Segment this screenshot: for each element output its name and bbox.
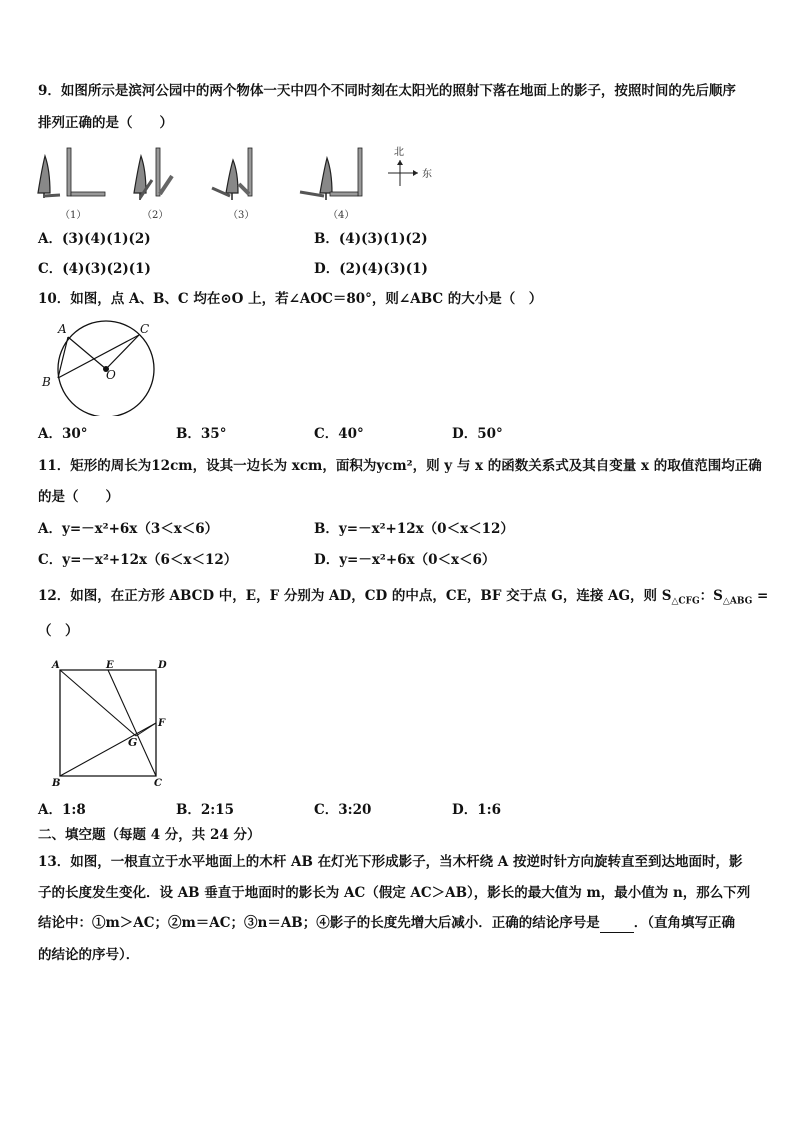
q10-option-a[interactable]: A．30° bbox=[38, 426, 88, 442]
label-c: C bbox=[154, 778, 162, 789]
q9-caption-1: （1） bbox=[60, 210, 87, 221]
q10-circle-figure bbox=[36, 316, 166, 416]
q11-stem-line2: 的是（ ） bbox=[38, 489, 119, 505]
q11-option-b[interactable]: B．y=－x²+12x（0＜x＜12） bbox=[314, 521, 514, 537]
segment-ec bbox=[108, 670, 156, 776]
q13-line3-tail: ．（直角填写正确 bbox=[633, 915, 735, 931]
q9-option-d[interactable]: D．(2)(4)(3)(1) bbox=[314, 261, 428, 277]
q9-stem-line2: 排列正确的是（ ） bbox=[38, 115, 173, 131]
q12-stem-text: 12．如图，在正方形 ABCD 中，E，F 分别为 AD，CD 的中点，CE，BF 交于点 G，连接 AG，则 S bbox=[38, 588, 672, 604]
q12-option-d[interactable]: D．1:6 bbox=[452, 802, 501, 818]
section-title-fill-in: 二、填空题（每题 4 分，共 24 分） bbox=[38, 827, 261, 843]
shadow-scene-4 bbox=[300, 148, 362, 200]
label-e: E bbox=[106, 660, 114, 671]
q13-line3 bbox=[38, 914, 735, 933]
label-c: C bbox=[140, 322, 150, 336]
q10-stem: 10．如图，点 A、B、C 均在⊙O 上，若∠AOC＝80°，则∠ABC 的大小是（ ） bbox=[38, 291, 543, 307]
q12-option-b[interactable]: B．2:15 bbox=[176, 802, 235, 818]
q10-option-b[interactable]: B．35° bbox=[176, 426, 227, 442]
label-b: B bbox=[42, 375, 51, 389]
segment-ag bbox=[60, 670, 136, 736]
label-d: D bbox=[158, 660, 167, 671]
q12-equals: = bbox=[752, 588, 769, 604]
shadow-scene-1 bbox=[38, 148, 105, 198]
q9-stem-line1: 9．如图所示是滨河公园中的两个物体一天中四个不同时刻在太阳光的照射下落在地面上的影子，按照时间的先后顺序 bbox=[38, 83, 736, 99]
label-g: G bbox=[128, 736, 138, 749]
segment-bf bbox=[60, 723, 156, 776]
q13-line4: 的结论的序号）． bbox=[38, 947, 140, 963]
q9-caption-4: （4） bbox=[328, 210, 355, 221]
q10-option-d[interactable]: D．50° bbox=[452, 426, 503, 442]
q9-option-c[interactable]: C．(4)(3)(2)(1) bbox=[38, 261, 151, 277]
shadow-scene-3 bbox=[212, 148, 252, 200]
compass-east-label: 东 bbox=[422, 169, 432, 180]
q11-option-a[interactable]: A．y=－x²+6x（3＜x＜6） bbox=[38, 521, 219, 537]
q10-option-c[interactable]: C．40° bbox=[314, 426, 364, 442]
q9-option-a[interactable]: A．(3)(4)(1)(2) bbox=[38, 231, 151, 247]
compass-icon bbox=[388, 160, 418, 186]
label-a: A bbox=[58, 322, 67, 336]
q12-stem-line1 bbox=[38, 587, 768, 611]
q12-area-sub-cfg: △CFG bbox=[671, 596, 700, 607]
q13-line1: 13．如图，一根直立于水平地面上的木杆 AB 在灯光下形成影子，当木杆绕 A 按逆时针方向旋转直至到达地面时，影 bbox=[38, 854, 743, 870]
q12-colon: ：S bbox=[699, 588, 723, 604]
q11-option-c[interactable]: C．y=－x²+12x（6＜x＜12） bbox=[38, 552, 238, 568]
q12-area-sub-abg: △ABG bbox=[722, 596, 753, 607]
q11-stem-line1: 11．矩形的周长为12cm，设其一边长为 xcm，面积为ycm²，则 y 与 x 的函数关系式及其自变量 x 的取值范围均正确 bbox=[38, 458, 762, 474]
q12-option-a[interactable]: A．1:8 bbox=[38, 802, 86, 818]
q9-option-b[interactable]: B．(4)(3)(1)(2) bbox=[314, 231, 428, 247]
q9-shadow-figure bbox=[30, 138, 450, 223]
q13-line3-text: 结论中：①m＞AC；②m＝AC；③n＝AB；④影子的长度先增大后减小．正确的结论序号是 bbox=[38, 915, 600, 931]
q12-square-figure bbox=[46, 656, 176, 790]
q9-caption-2: （2） bbox=[142, 210, 169, 221]
q9-caption-3: （3） bbox=[228, 210, 255, 221]
label-o: O bbox=[106, 368, 116, 382]
q13-answer-blank[interactable] bbox=[600, 914, 634, 933]
label-a: A bbox=[52, 660, 60, 671]
q11-option-d[interactable]: D．y=－x²+6x（0＜x＜6） bbox=[314, 552, 496, 568]
q12-stem-line2: （ ） bbox=[38, 623, 79, 639]
square-abcd bbox=[60, 670, 156, 776]
shadow-scene-2 bbox=[134, 148, 172, 200]
q12-option-c[interactable]: C．3:20 bbox=[314, 802, 372, 818]
q13-line2: 子的长度发生变化．设 AB 垂直于地面时的影长为 AC（假定 AC＞AB），影长的最大值为 m，最小值为 n，那么下列 bbox=[38, 885, 751, 901]
compass-north-label: 北 bbox=[394, 147, 404, 158]
label-f: F bbox=[158, 718, 166, 729]
label-b: B bbox=[52, 778, 61, 789]
